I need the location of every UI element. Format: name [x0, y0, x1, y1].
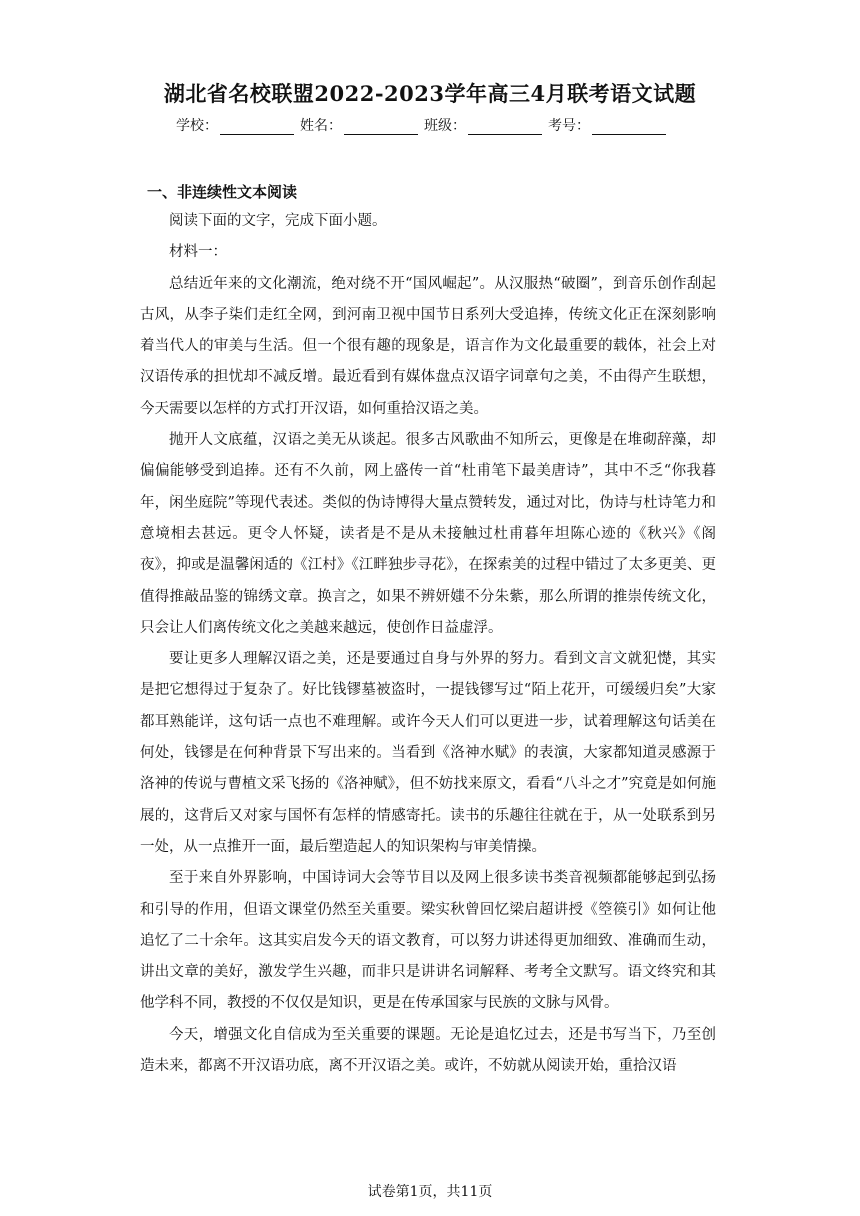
paragraph: 总结近年来的文化潮流，绝对绕不开“国风崛起”。从汉服热“破圈”，到音乐创作刮起古风，从李子柒们走红全网，到河南卫视中国节日系列大受追捧，传统文化正在深刻影响着当代人的审美与生活。但一个很有趣的现象是，语言作为文化最重要的载体，社会上对汉语传承的担忧却不减反增。最近看到有媒体盘点汉语字词章句之美，不由得产生联想，今天需要以怎样的方式打开汉语，如何重拾汉语之美。	[140, 275, 716, 417]
name-field[interactable]	[300, 115, 422, 135]
class-label: 班级：	[424, 118, 466, 134]
reading-passage	[140, 206, 716, 1082]
student-info-fields	[176, 115, 670, 135]
paragraph: 要让更多人理解汉语之美，还是要通过自身与外界的努力。看到文言文就犯憷，其实是把它想得过于复杂了。好比钱镠墓被盗时，一提钱镠写过“陌上花开，可缓缓归矣”大家都耳熟能详，这句话一点也不难理解。或许今天人们可以更进一步，试着理解这句话美在何处，钱镠是在何种背景下写出来的。当看到《洛神水赋》的表演，大家都知道灵感源于洛神的传说与曹植文采飞扬的《洛神赋》，但不妨找来原文，看看“八斗之才”究竟是如何施展的，这背后又对家与国怀有怎样的情感寄托。读书的乐趣往往就在于，从一处联系到另一处，从一点推开一面，最后塑造起人的知识架构与审美情操。	[140, 651, 716, 855]
exam-number-label: 考号：	[548, 118, 590, 134]
name-blank[interactable]	[344, 120, 418, 135]
class-blank[interactable]	[468, 120, 542, 135]
exam-number-field[interactable]	[548, 115, 670, 135]
school-blank[interactable]	[220, 120, 294, 135]
paragraph: 抛开人文底蕴，汉语之美无从谈起。很多古风歌曲不知所云，更像是在堆砌辞藻，却偏偏能够受到追捧。还有不久前，网上盛传一首“杜甫笔下最美唐诗”，其中不乏“你我暮年，闲坐庭院”等现代表述。类似的伪诗博得大量点赞转发，通过对比，伪诗与杜诗笔力和意境相去甚远。更令人怀疑，读者是不是从未接触过杜甫暮年坦陈心迹的《秋兴》《阁夜》，抑或是温馨闲适的《江村》《江畔独步寻花》，在探索美的过程中错过了太多更美、更值得推敲品鉴的锦绣文章。换言之，如果不辨妍媸不分朱紫，那么所谓的推崇传统文化，只会让人们离传统文化之美越来越远，使创作日益虚浮。	[140, 432, 716, 636]
paragraph: 至于来自外界影响，中国诗词大会等节目以及网上很多读书类音视频都能够起到弘扬和引导的作用，但语文课堂仍然至关重要。梁实秋曾回忆梁启超讲授《箜篌引》如何让他追忆了二十余年。这其实启发今天的语文教育，可以努力讲述得更加细致、准确而生动，讲出文章的美好，激发学生兴趣，而非只是讲讲名词解释、考考全文默写。语文终究和其他学科不同，教授的不仅仅是知识，更是在传承国家与民族的文脉与风骨。	[140, 870, 716, 1012]
paragraph: 今天，增强文化自信成为至关重要的课题。无论是追忆过去，还是书写当下，乃至创造未来，都离不开汉语功底，离不开汉语之美。或许，不妨就从阅读开始，重拾汉语	[140, 1026, 716, 1075]
material-label: 材料一：	[169, 244, 227, 261]
exam-number-blank[interactable]	[592, 120, 666, 135]
section-heading: 一、非连续性文本阅读	[147, 183, 298, 201]
school-field[interactable]	[176, 115, 298, 135]
school-label: 学校：	[176, 118, 218, 134]
name-label: 姓名：	[300, 118, 342, 134]
instruction: 阅读下面的文字，完成下面小题。	[169, 213, 387, 229]
exam-title: 湖北省名校联盟2022-2023学年高三4月联考语文试题	[163, 81, 697, 106]
class-field[interactable]	[424, 115, 546, 135]
page-footer: 试卷第1页，共11页	[367, 1184, 493, 1200]
